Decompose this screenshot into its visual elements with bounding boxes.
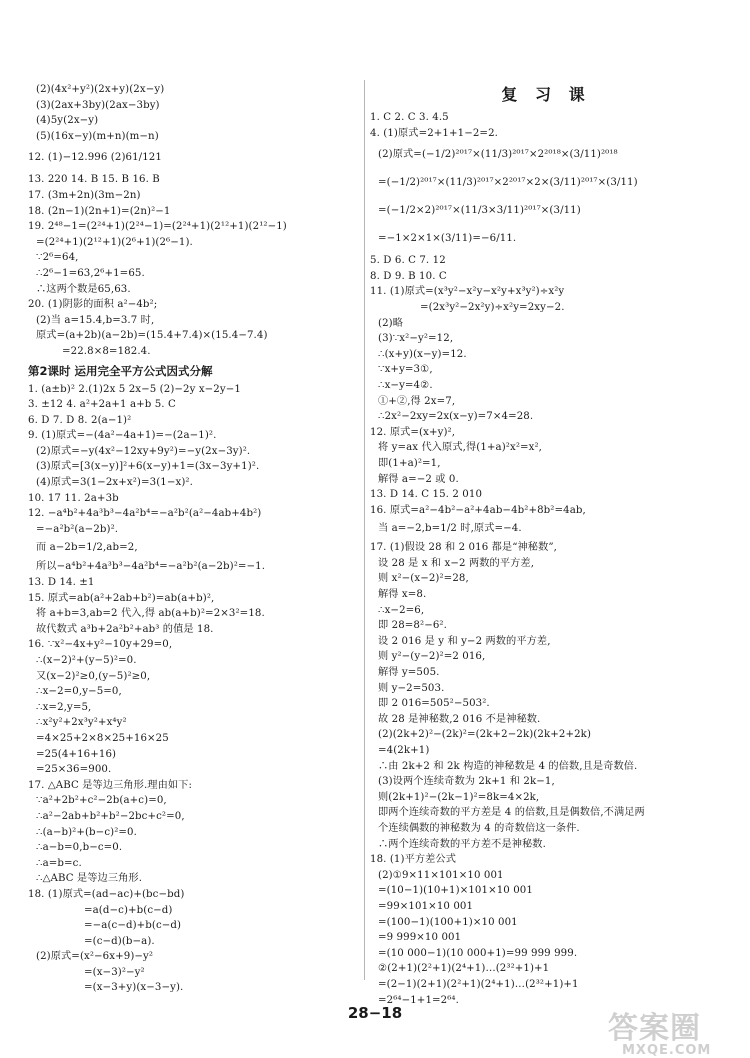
answer-line: =4(2k+1) xyxy=(378,745,430,756)
answer-line: ∴△ABC 是等边三角形. xyxy=(36,873,143,885)
answer-line: =22.8×8=182.4. xyxy=(62,345,151,357)
answer-line: (2)①9×11×101×10 001 xyxy=(378,869,504,881)
answer-line: 10. 17 11. 2a+3b xyxy=(28,492,119,504)
answer-line: ∴由 2k+2 和 2k 构造的神秘数是 4 的倍数,且是奇数倍. xyxy=(378,760,638,772)
answer-line: 15. 原式=ab(a²+2ab+b²)=ab(a+b)², xyxy=(28,592,215,604)
answer-line: 即 28=8²−6². xyxy=(378,620,447,632)
answer-line: 故代数式 a³b+2a²b²+ab³ 的值是 18. xyxy=(36,623,214,635)
answer-line: ②(2+1)(2²+1)(2⁴+1)…(2³²+1)+1 xyxy=(378,963,550,975)
answer-line: 16. 原式=a²−4b²−a²+4ab−4b²+8b²=4ab, xyxy=(370,504,586,516)
answer-line: 解得 y=505. xyxy=(378,667,440,679)
answer-line: 17. (3m+2n)(3m−2n) xyxy=(28,189,141,201)
answer-line: 18. (1)原式=(ad−ac)+(bc−bd) xyxy=(28,888,185,900)
answer-line: ①+②,得 2x=7, xyxy=(378,395,456,407)
answer-line: =(100−1)(100+1)×10 001 xyxy=(378,916,518,928)
answer-line: 而 a−2b=1/2,ab=2, xyxy=(36,542,138,554)
answer-line: 3. ±12 4. a²+2a+1 a+b 5. C xyxy=(28,399,176,411)
answer-line: =a(d−c)+b(c−d) xyxy=(84,904,173,916)
answer-line: ∵a²+2b²+c²−2b(a+c)=0, xyxy=(36,795,167,807)
answer-line: ∴x=2,y=5, xyxy=(36,701,92,713)
answer-line: (2)原式=(−1/2)²⁰¹⁷×(11/3)²⁰¹⁷×2²⁰¹⁸×(3/11)²⁰¹⁸ xyxy=(378,149,618,161)
answer-line: =(x−3+y)(x−3−y). xyxy=(84,982,184,994)
watermark-url: MXQE.COM xyxy=(622,1043,712,1058)
answer-line: (3)∵x²−y²=12, xyxy=(378,333,454,345)
answer-line: 12. 原式=(x+y)², xyxy=(370,426,456,438)
answer-line: 则 x²−(x−2)²=28, xyxy=(378,573,469,585)
left-column xyxy=(28,82,364,996)
answer-line: 当 a=−2,b=1/2 时,原式=−4. xyxy=(378,523,522,535)
answer-line: =(−1/2×2)²⁰¹⁷×(11/3×3/11)²⁰¹⁷×(3/11) xyxy=(378,205,581,217)
answer-line: =(c−d)(b−a). xyxy=(84,935,155,947)
watermark-text: 答案圈 xyxy=(608,1011,701,1046)
answer-line: (2)略 xyxy=(378,317,404,329)
answer-line: =(10 000−1)(10 000+1)=99 999 999. xyxy=(378,947,578,959)
answer-line: 13. D 14. C 15. 2 010 xyxy=(370,489,483,501)
answer-line: 个连续偶数的神秘数为 4 的奇数倍这一条件. xyxy=(378,822,580,834)
answer-line: =−a²b²(a−2b)². xyxy=(36,523,119,535)
answer-line: 12. (1)−12.996 (2)61/121 xyxy=(28,152,162,164)
answer-line: 8. D 9. B 10. C xyxy=(370,270,447,282)
answer-line: 16. ∵x²−4x+y²−10y+29=0, xyxy=(28,639,173,651)
answer-line: (2)原式=−y(4x²−12xy+9y²)=−y(2x−3y)². xyxy=(36,445,251,457)
answer-line: =−a(c−d)+b(c−d) xyxy=(84,920,182,932)
answer-line: 又(x−2)²≥0,(y−5)²≥0, xyxy=(36,670,151,682)
answer-line: ∴2⁶−1=63,2⁶+1=65. xyxy=(36,267,145,279)
answer-line: ∵2⁶=64, xyxy=(36,252,79,264)
answer-line: (3)原式=[3(x−y)]²+6(x−y)+1=(3x−3y+1)². xyxy=(36,461,260,473)
answer-line: (3)设两个连续奇数为 2k+1 和 2k−1, xyxy=(378,776,555,788)
answer-line: ∴x−2=0,y−5=0, xyxy=(36,686,122,698)
section-title: 第2课时 运用完全平方公式因式分解 xyxy=(28,363,213,378)
answer-line: ∵x+y=3①, xyxy=(378,364,433,376)
answer-line: 即(1+a)²=1, xyxy=(378,457,441,469)
answer-line: =2⁶⁴−1+1=2⁶⁴. xyxy=(378,994,459,1006)
answer-line: 设 2 016 是 y 和 y−2 两数的平方差, xyxy=(378,635,551,647)
answer-line: =(x−3)²−y² xyxy=(84,966,145,978)
answer-line: (3)(2ax+3by)(2ax−3by) xyxy=(36,99,160,111)
answer-line: 20. (1)阴影的面积 a²−4b²; xyxy=(28,299,158,311)
answer-line: 4. (1)原式=2+1+1−2=2. xyxy=(370,127,498,139)
answer-line: 解得 x=8. xyxy=(378,589,427,601)
answer-line: 解得 a=−2 或 0. xyxy=(378,473,459,485)
answer-line: ∴x²y²+2x³y²+x⁴y² xyxy=(36,717,127,729)
answer-line: 原式=(a+2b)(a−2b)=(15.4+7.4)×(15.4−7.4) xyxy=(36,330,268,342)
answer-line: =−1×2×1×(3/11)=−6/11. xyxy=(378,233,517,245)
answer-line: ∴(a−b)²+(b−c)²=0. xyxy=(36,826,137,838)
answer-line: (5)(16x−y)(m+n)(m−n) xyxy=(36,130,159,142)
answer-line: (2)(2k+2)²−(2k)²=(2k+2−2k)(2k+2+2k) xyxy=(378,729,592,741)
answer-line: ∴x−y=4②. xyxy=(378,379,433,391)
answer-line: ∴两个连续奇数的平方差不是神秘数. xyxy=(378,838,546,850)
answer-line: 18. (1)平方差公式 xyxy=(370,854,457,866)
answer-line: ∴x−2=6, xyxy=(378,604,425,616)
answer-line: (4)原式=3(1−2x+x²)=3(1−x)². xyxy=(36,477,193,489)
answer-line: 13. 220 14. B 15. B 16. B xyxy=(28,174,160,186)
answer-line: 则 y²−(y−2)²=2 016, xyxy=(378,651,486,663)
column-divider xyxy=(364,80,365,980)
answer-line: =(10−1)(10+1)×101×10 001 xyxy=(378,885,533,897)
answer-line: (2)当 a=15.4,b=3.7 时, xyxy=(36,314,155,326)
answer-line: 17. (1)假设 28 和 2 016 都是“神秘数”, xyxy=(370,542,558,554)
answer-line: =25×36=900. xyxy=(36,764,112,776)
answer-line: 将 y=ax 代入原式,得(1+a)²x²=x², xyxy=(378,442,543,454)
answer-line: ∴a−b=0,b−c=0. xyxy=(36,842,123,854)
answer-line: ∴2x²−2xy=2x(x−y)=7×4=28. xyxy=(378,411,534,423)
answer-line: 19. 2⁴⁸−1=(2²⁴+1)(2²⁴−1)=(2²⁴+1)(2¹²+1)(2¹²−1) xyxy=(28,221,287,233)
answer-line: =25(4+16+16) xyxy=(36,748,117,760)
answer-line: 5. D 6. C 7. 12 xyxy=(370,255,446,267)
answer-line: =99×101×10 001 xyxy=(378,900,474,912)
answer-line: (2)原式=(x²−6x+9)−y² xyxy=(36,951,154,963)
answer-line: 6. D 7. D 8. 2(a−1)² xyxy=(28,414,132,426)
answer-line: 9. (1)原式=−(4a²−4a+1)=−(2a−1)². xyxy=(28,430,217,442)
answer-line: 即两个连续奇数的平方差是 4 的倍数,且是偶数倍,不满足两 xyxy=(378,807,645,819)
answer-line: 则(2k+1)²−(2k−1)²=8k=4×2k, xyxy=(378,791,540,803)
answer-line: 即 2 016=505²−503². xyxy=(378,698,490,710)
answer-line: ∴a=b=c. xyxy=(36,857,82,869)
answer-line: (4)5y(2x−y) xyxy=(36,115,99,127)
page-number: 28−18 xyxy=(347,1004,403,1022)
answer-line: 12. −a⁴b²+4a³b³−4a²b⁴=−a²b²(a²−4ab+4b²) xyxy=(28,508,262,520)
answer-line: =4×25+2×8×25+16×25 xyxy=(36,732,169,744)
review-section-title: 复 习 课 xyxy=(501,85,591,104)
answer-line: 17. △ABC 是等边三角形.理由如下: xyxy=(28,779,192,791)
answer-line: =(−1/2)²⁰¹⁷×(11/3)²⁰¹⁷×2²⁰¹⁷×2×(3/11)²⁰¹⁷×(3/11) xyxy=(378,177,638,189)
answer-line: ∴a²−2ab+b²+b²−2bc+c²=0, xyxy=(36,810,185,822)
answer-line: ∴这两个数是65,63. xyxy=(36,283,131,295)
answer-line: ∴(x−2)²+(y−5)²=0. xyxy=(36,655,137,666)
answer-line: 11. (1)原式=(x³y²−x²y−x²y+x³y²)÷x²y xyxy=(370,286,565,298)
answer-line: 18. (2n−1)(2n+1)=(2n)²−1 xyxy=(28,205,171,217)
answer-line: =9 999×10 001 xyxy=(378,932,462,944)
answer-line: 故 28 是神秘数,2 016 不是神秘数. xyxy=(378,713,541,725)
answer-line: 则 y−2=503. xyxy=(378,682,445,694)
answer-line: ∴(x+y)(x−y)=12. xyxy=(378,348,467,360)
answer-line: 13. D 14. ±1 xyxy=(28,577,95,589)
right-column xyxy=(370,82,722,1008)
answer-line: =(2−1)(2+1)(2²+1)(2⁴+1)…(2³²+1)+1 xyxy=(378,978,579,990)
answer-line: =(2²⁴+1)(2¹²+1)(2⁶+1)(2⁶−1). xyxy=(36,236,193,248)
answer-line: =(2x³y²−2x²y)÷x²y=2xy−2. xyxy=(420,301,565,313)
answer-line: 将 a+b=3,ab=2 代入,得 ab(a+b)²=2×3²=18. xyxy=(36,608,265,620)
answer-line: 所以−a⁴b²+4a³b³−4a²b⁴=−a²b²(a−2b)²=−1. xyxy=(36,561,266,573)
answer-line: 设 28 是 x 和 x−2 两数的平方差, xyxy=(378,557,535,569)
answer-line: 1. (a±b)² 2.(1)2x 5 2x−5 (2)−2y x−2y−1 xyxy=(28,383,241,395)
answer-line: (2)(4x²+y²)(2x+y)(2x−y) xyxy=(36,84,165,95)
answer-line: 1. C 2. C 3. 4.5 xyxy=(370,112,449,123)
watermark-logo xyxy=(608,1011,712,1058)
